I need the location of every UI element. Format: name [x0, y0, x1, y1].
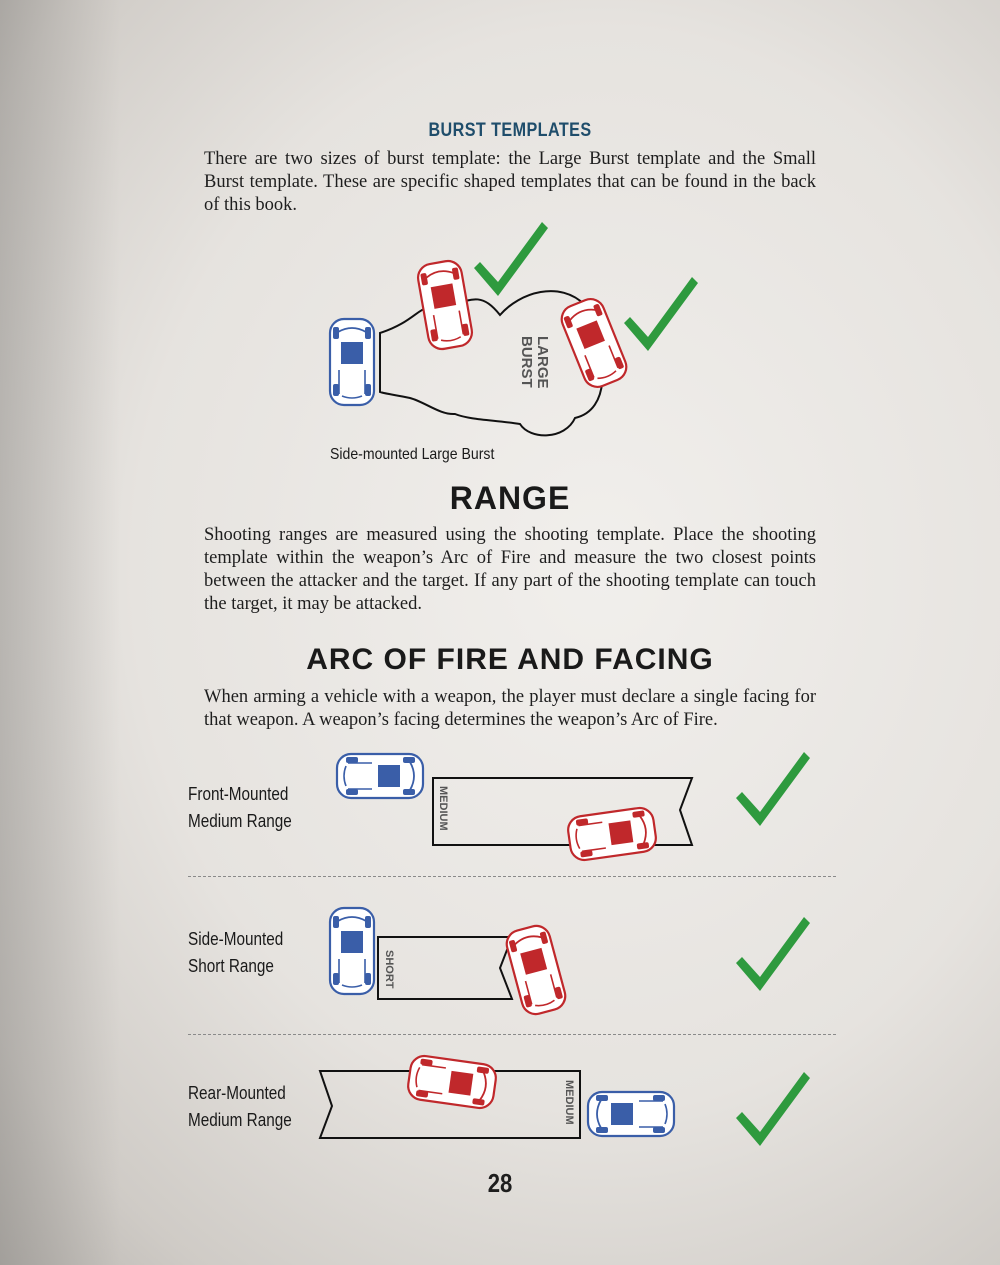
page-number: 28: [487, 1168, 513, 1198]
large-burst-label: LARGEBURST: [518, 336, 551, 389]
short-template: [378, 937, 512, 999]
burst-caption: Side-mounted Large Burst: [330, 446, 495, 463]
side-mounted-example: [330, 908, 810, 1017]
burst-templates-heading: BURST TEMPLATES: [428, 120, 592, 141]
car-icon: [566, 806, 657, 862]
dashed-divider: [188, 876, 836, 877]
arc-heading: ARC OF FIRE AND FACING: [306, 643, 714, 676]
car-icon: [416, 259, 474, 351]
car-icon: [557, 295, 630, 391]
car-icon: [504, 923, 569, 1017]
range-paragraph: Shooting ranges are measured using the shooting template. Place the shooting template within the weapon’s Arc of Fire and measure the two closest points between the attacker and the target. If any part of the shooting template can touch the target, it may be attacked.: [204, 525, 816, 614]
rear-mounted-example: [320, 1054, 810, 1146]
check-icon: [474, 222, 548, 296]
template-label: SHORT: [383, 950, 395, 989]
label-line: Short Range: [188, 956, 274, 976]
car-icon: [330, 908, 374, 994]
check-icon: [736, 1072, 810, 1146]
car-icon: [406, 1054, 497, 1110]
template-label: MEDIUM: [563, 1080, 575, 1125]
check-icon: [736, 917, 810, 991]
template-label: MEDIUM: [437, 786, 449, 831]
range-heading: RANGE: [449, 480, 571, 516]
label-line: Front-Mounted: [188, 784, 289, 804]
dashed-divider: [188, 1034, 836, 1035]
check-icon: [736, 752, 810, 826]
check-icon: [624, 277, 698, 351]
label-line: Rear-Mounted: [188, 1083, 286, 1103]
car-icon: [588, 1092, 674, 1136]
rear-mounted-label: [188, 1080, 292, 1134]
burst-diagram: [330, 222, 698, 435]
label-line: Medium Range: [188, 811, 292, 831]
front-mounted-example: [337, 752, 810, 862]
label-line: Side-Mounted: [188, 929, 284, 949]
car-icon: [337, 754, 423, 798]
front-mounted-label: [188, 781, 292, 835]
arc-paragraph: When arming a vehicle with a weapon, the player must declare a single facing for that weapon. A weapon’s facing determines the weapon’s Arc of Fire.: [204, 687, 816, 730]
burst-paragraph: There are two sizes of burst template: the Large Burst template and the Small Burst template. These are specific shaped templates that can be found in the back of this book.: [204, 149, 816, 215]
label-line: Medium Range: [188, 1110, 292, 1130]
car-icon: [330, 319, 374, 405]
side-mounted-label: [188, 926, 283, 980]
